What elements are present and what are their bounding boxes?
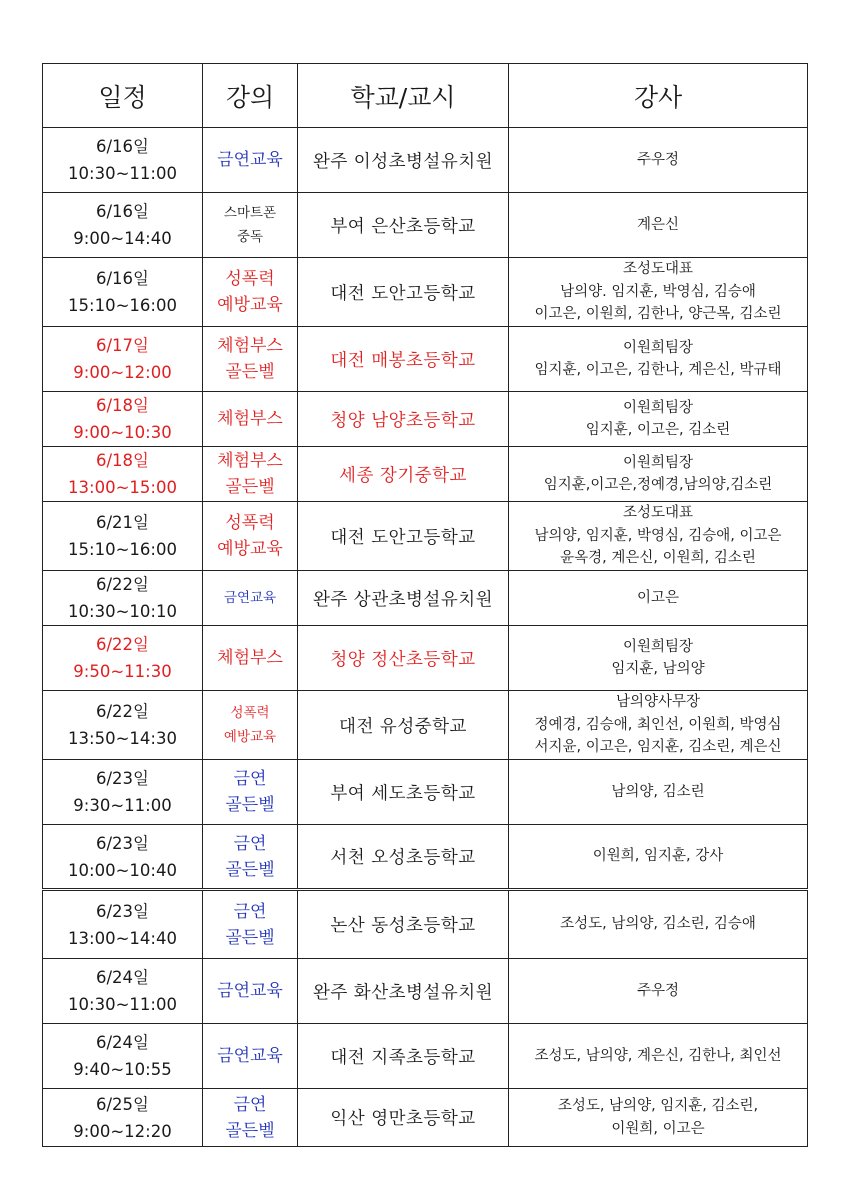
table-row <box>43 571 808 626</box>
schedule-cell <box>43 959 203 1024</box>
lecture-text: 골든벨 <box>225 795 275 815</box>
instructor-text: 윤옥경, 계은신, 이원희, 김소린 <box>560 550 756 567</box>
time-text: 10:00~10:40 <box>68 860 177 880</box>
instructor-text: 남의양사무장 <box>615 694 701 711</box>
lecture-text: 금연 <box>233 1094 267 1115</box>
instructor-cell <box>509 1089 808 1147</box>
lecture-cell <box>203 626 298 691</box>
lecture-cell <box>203 691 298 760</box>
lecture-text: 금연교육 <box>217 150 283 170</box>
date-text: 6/18일 <box>96 451 149 470</box>
instructor-cell <box>509 959 808 1024</box>
school-cell <box>298 760 509 825</box>
schedule-cell <box>43 392 203 447</box>
schedule-cell <box>43 1024 203 1089</box>
table-row <box>43 760 808 825</box>
lecture-cell <box>203 392 298 447</box>
lecture-text: 금연교육 <box>217 981 283 1001</box>
instructor-text: 임지훈,이고은,정예경,남의양,김소린 <box>543 477 773 493</box>
table-row <box>43 128 808 193</box>
lecture-text: 체험부스 <box>217 648 283 668</box>
table-row <box>43 502 808 571</box>
school-text: 세종 장기중학교 <box>339 465 467 486</box>
lecture-text: 예방교육 <box>217 539 283 559</box>
instructor-text: 남의양, 임지훈, 박영심, 김승애, 이고은 <box>534 527 782 544</box>
school-text: 완주 이성초병설유치원 <box>312 151 494 172</box>
date-text: 6/21일 <box>96 513 149 532</box>
school-cell <box>298 959 509 1024</box>
lecture-text: 성폭력 <box>225 269 275 289</box>
instructor-cell <box>509 447 808 502</box>
instructor-text: 이원희팀장 <box>622 399 694 416</box>
time-text: 10:30~11:00 <box>68 164 177 183</box>
lecture-cell <box>203 1089 298 1147</box>
time-text: 10:30~10:10 <box>68 602 177 621</box>
schedule-cell <box>43 691 203 760</box>
instructor-text: 조성도대표 <box>622 261 694 278</box>
instructor-text: 조성도, 남의양, 김소린, 김승애 <box>560 916 756 933</box>
time-text: 13:00~14:40 <box>68 928 177 948</box>
schedule-body <box>43 128 808 1147</box>
lecture-cell <box>203 1024 298 1089</box>
time-text: 9:00~12:20 <box>73 1121 172 1141</box>
date-text: 6/18일 <box>96 396 149 415</box>
school-text: 서천 오성초등학교 <box>330 848 476 868</box>
school-cell <box>298 571 509 626</box>
instructor-text: 서지윤, 이고은, 임지훈, 김소린, 계은신 <box>534 739 782 756</box>
lecture-cell <box>203 959 298 1024</box>
instructor-cell <box>509 258 808 327</box>
table-row <box>43 890 808 959</box>
table-row <box>43 327 808 392</box>
time-text: 13:50~14:30 <box>68 729 177 748</box>
lecture-cell <box>203 258 298 327</box>
lecture-text: 골든벨 <box>225 362 275 382</box>
instructor-cell <box>509 128 808 193</box>
instructor-text: 주우정 <box>636 151 680 168</box>
instructor-text: 이고은 <box>636 589 680 606</box>
schedule-cell <box>43 502 203 571</box>
header-row <box>43 64 808 128</box>
table-row <box>43 258 808 327</box>
school-text: 청양 남양초등학교 <box>330 410 476 431</box>
date-text: 6/22일 <box>96 635 149 654</box>
table-row <box>43 1089 808 1147</box>
table-row <box>43 447 808 502</box>
lecture-text: 성폭력 <box>225 513 275 533</box>
school-text: 청양 정산초등학교 <box>330 649 476 670</box>
instructor-text: 계은신 <box>636 216 680 233</box>
schedule-cell <box>43 327 203 392</box>
time-text: 9:00~10:30 <box>73 423 172 442</box>
lecture-text: 골든벨 <box>225 477 275 497</box>
lecture-text: 금연 <box>233 833 267 854</box>
school-cell <box>298 327 509 392</box>
schedule-cell <box>43 825 203 890</box>
instructor-text: 이원희, 이고은 <box>611 1120 705 1137</box>
schedule-cell <box>43 890 203 959</box>
table-row <box>43 825 808 890</box>
school-text: 완주 화산초병설유치원 <box>312 982 494 1003</box>
instructor-cell <box>509 760 808 825</box>
lecture-cell <box>203 193 298 258</box>
time-text: 15:10~16:00 <box>68 296 177 315</box>
schedule-cell <box>43 193 203 258</box>
table-row <box>43 626 808 691</box>
time-text: 9:50~11:30 <box>73 662 172 681</box>
lecture-cell <box>203 890 298 959</box>
school-text: 부여 은산초등학교 <box>330 216 476 237</box>
instructor-text: 이원희팀장 <box>622 454 694 471</box>
schedule-cell <box>43 626 203 691</box>
lecture-text: 금연교육 <box>217 1046 283 1066</box>
lecture-text: 성폭력 <box>230 705 270 721</box>
header-instructor: 강사 <box>509 64 808 128</box>
school-cell <box>298 258 509 327</box>
instructor-cell <box>509 626 808 691</box>
date-text: 6/24일 <box>96 968 149 987</box>
lecture-text: 금연 <box>233 901 267 922</box>
time-text: 9:00~14:40 <box>73 229 172 248</box>
lecture-text: 골든벨 <box>225 1120 275 1141</box>
school-cell <box>298 691 509 760</box>
instructor-text: 주우정 <box>636 982 680 999</box>
school-text: 익산 영만초등학교 <box>330 1109 476 1129</box>
school-text: 대전 유성중학교 <box>339 716 467 737</box>
table-row <box>43 691 808 760</box>
school-cell <box>298 626 509 691</box>
instructor-text: 정예경, 김승애, 최인선, 이원희, 박영심 <box>534 716 782 733</box>
header-lecture: 강의 <box>203 64 298 128</box>
header-schedule: 일정 <box>43 64 203 128</box>
lecture-text: 금연교육 <box>223 590 277 606</box>
table-row <box>43 959 808 1024</box>
schedule-table <box>42 63 808 1147</box>
date-text: 6/16일 <box>96 202 149 221</box>
date-text: 6/23일 <box>96 833 149 853</box>
school-cell <box>298 825 509 890</box>
instructor-cell <box>509 825 808 890</box>
instructor-text: 남의양, 김소린 <box>611 783 705 800</box>
schedule-cell <box>43 128 203 193</box>
lecture-text: 체험부스 <box>217 409 283 429</box>
school-text: 논산 동성초등학교 <box>330 916 476 936</box>
table-row <box>43 392 808 447</box>
school-cell <box>298 502 509 571</box>
lecture-text: 중독 <box>236 229 264 245</box>
lecture-cell <box>203 128 298 193</box>
table-row <box>43 1024 808 1089</box>
instructor-cell <box>509 392 808 447</box>
lecture-cell <box>203 825 298 890</box>
date-text: 6/22일 <box>96 575 149 594</box>
table-row <box>43 193 808 258</box>
date-text: 6/24일 <box>96 1033 149 1052</box>
instructor-text: 이원희팀장 <box>622 339 694 356</box>
instructor-text: 조성도, 남의양, 계은신, 김한나, 최인선 <box>534 1047 782 1064</box>
school-text: 대전 도안고등학교 <box>330 283 476 304</box>
lecture-text: 골든벨 <box>225 927 275 948</box>
school-text: 완주 상관초병설유치원 <box>312 589 494 610</box>
schedule-cell <box>43 258 203 327</box>
instructor-text: 임지훈, 남의양 <box>611 661 705 677</box>
lecture-text: 골든벨 <box>225 859 275 880</box>
school-cell <box>298 447 509 502</box>
schedule-cell <box>43 1089 203 1147</box>
school-text: 부여 세도초등학교 <box>330 783 476 804</box>
lecture-cell <box>203 327 298 392</box>
schedule-cell <box>43 571 203 626</box>
time-text: 15:10~16:00 <box>68 540 177 559</box>
instructor-cell <box>509 193 808 258</box>
instructor-text: 조성도, 남의양, 임지훈, 김소린, <box>557 1098 759 1114</box>
lecture-text: 예방교육 <box>223 729 277 745</box>
date-text: 6/23일 <box>96 769 149 788</box>
instructor-text: 임지훈, 이고은, 김한나, 계은신, 박규태 <box>534 362 782 378</box>
school-text: 대전 매봉초등학교 <box>330 350 476 371</box>
instructor-cell <box>509 890 808 959</box>
school-cell <box>298 128 509 193</box>
school-text: 대전 도안고등학교 <box>330 527 476 548</box>
lecture-cell <box>203 447 298 502</box>
time-text: 9:00~12:00 <box>73 363 172 382</box>
lecture-text: 예방교육 <box>217 295 283 315</box>
school-cell <box>298 193 509 258</box>
instructor-cell <box>509 691 808 760</box>
time-text: 9:30~11:00 <box>73 796 172 815</box>
time-text: 9:40~10:55 <box>73 1060 172 1079</box>
school-cell <box>298 392 509 447</box>
school-cell <box>298 1024 509 1089</box>
date-text: 6/25일 <box>96 1094 149 1114</box>
schedule-cell <box>43 760 203 825</box>
instructor-cell <box>509 502 808 571</box>
instructor-text: 임지훈, 이고은, 김소린 <box>585 422 731 438</box>
date-text: 6/16일 <box>96 137 149 156</box>
instructor-text: 이원희, 임지훈, 강사 <box>592 848 724 865</box>
lecture-text: 체험부스 <box>217 451 283 471</box>
instructor-text: 이원희팀장 <box>622 638 694 655</box>
lecture-cell <box>203 571 298 626</box>
schedule-cell <box>43 447 203 502</box>
date-text: 6/16일 <box>96 269 149 288</box>
instructor-text: 이고은, 이원희, 김한나, 양근목, 김소린 <box>534 306 782 323</box>
instructor-text: 남의양. 임지훈, 박영심, 김승애 <box>560 283 756 300</box>
instructor-cell <box>509 571 808 626</box>
school-cell <box>298 890 509 959</box>
date-text: 6/22일 <box>96 702 149 721</box>
lecture-cell <box>203 760 298 825</box>
lecture-text: 체험부스 <box>217 336 283 356</box>
time-text: 13:00~15:00 <box>68 478 177 497</box>
date-text: 6/17일 <box>96 336 149 355</box>
header-school-period: 학교/교시 <box>298 64 509 128</box>
lecture-cell <box>203 502 298 571</box>
instructor-cell <box>509 1024 808 1089</box>
date-text: 6/23일 <box>96 901 149 921</box>
instructor-text: 조성도대표 <box>622 505 694 522</box>
school-text: 대전 지족초등학교 <box>330 1047 476 1068</box>
lecture-text: 금연 <box>233 769 267 789</box>
time-text: 10:30~11:00 <box>68 995 177 1014</box>
instructor-cell <box>509 327 808 392</box>
lecture-text: 스마트폰 <box>223 205 277 221</box>
school-cell <box>298 1089 509 1147</box>
